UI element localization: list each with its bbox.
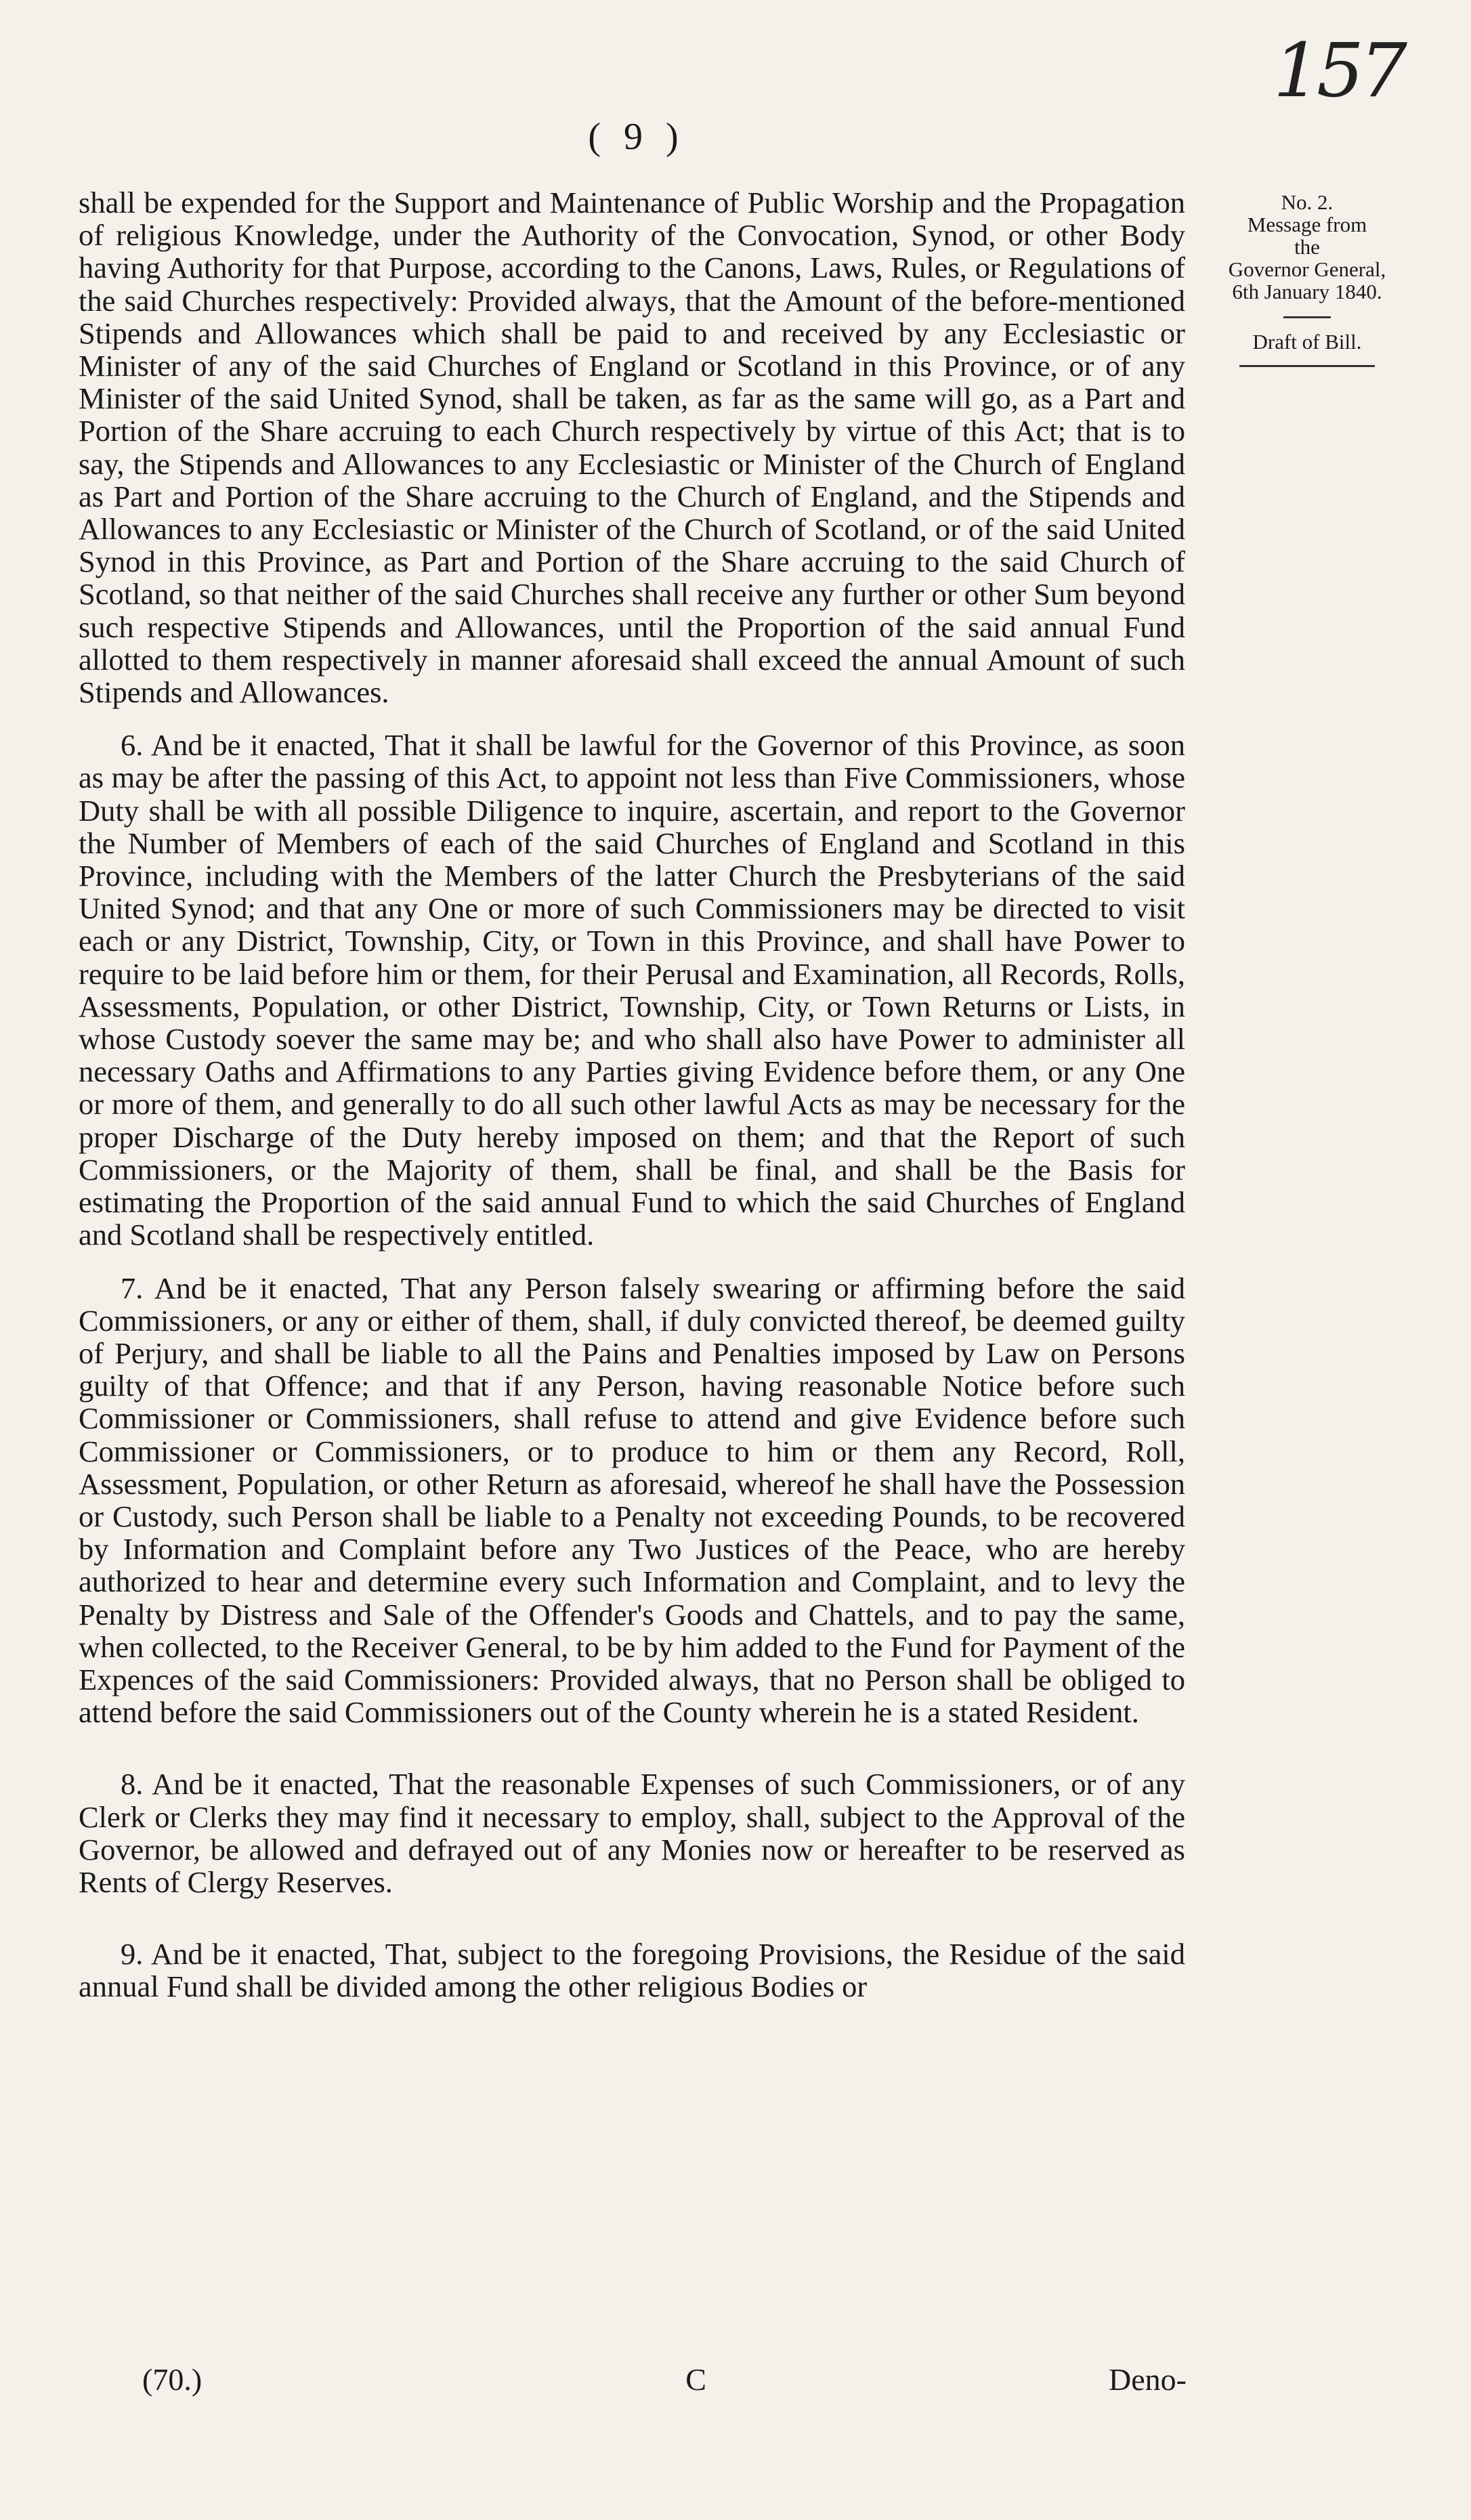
section-7: 7. And be it enacted, That any Person falsely swearing or affirming before the said Commissioners, or any or either of them, shall, if duly convicted thereof, be deemed guilty of Perjury, and shall be liable to all the Pains and Penalties imposed by Law on Persons guilty of that Offence; and that if any Person, having reasonable Notice before such Commissioner or Commissioners, shall refuse to attend and give Evidence before such Commissioner or Commissioners, or to produce to him or them any Record, Roll, Assessment, Population, or other Return as aforesaid, whereof he shall have the Possession or Custody, such Person shall be liable to a Penalty not exceeding Pounds, to be recovered by Information and Complaint before any Two Justices of the Peace, who are hereby authorized to hear and determine every such Information and Complaint, and to levy the Penalty by Distress and Sale of the Offender's Goods and Chattels, and to pay the same, when collected, to the Receiver General, to be by him added to the Fund for Payment of the Expences of the said Commissioners: Provided always, that no Person shall be obliged to attend before the said Commissioners out of the County wherein he is a stated Resident. [79, 1270, 1185, 1730]
handwritten-folio-number: 157 [1273, 27, 1403, 114]
footer-number: (70.) [142, 2362, 202, 2397]
page-number: ( 9 ) [588, 116, 685, 158]
margin-note-date: 6th January 1840. [1232, 280, 1382, 303]
section-8: 8. And be it enacted, That the reasonable Expenses of such Commissioners, or of any Clerk or Clerks they may find it necessary to employ, shall, subject to the Approval of the Governor, be allowed and defrayed out of any Monies now or hereafter to be reserved as Rents of Clergy Reserves. [79, 1767, 1185, 1899]
paragraph-continuation: shall be expended for the Support and Maintenance of Public Worship and the Propagation of religious Knowledge, under the Authority of the Convocation, Synod, or other Body having Authority for that Purpose, according to the Canons, Laws, Rules, or Regulations of the said Churches respectively: Provided always, that the Amount of the before-mentioned Stipends and Allowances which shall be paid to and received by any Ecclesiastic or Minister of any of the said Churches of England or Scotland in this Province, or of any Minister of the said United Synod, shall be taken, as far as the same will go, as a Part and Portion of the Share accruing to each Church respectively by virtue of this Act; that is to say, the Stipends and Allowances to any Ecclesiastic or Minister of the Church of England as Part and Portion of the Share accruing to the Church of England, and the Stipends and Allowances to any Ecclesiastic or Minister of the Church of Scotland, or of the said United Synod in this Province, as Part and Portion of the Share accruing to the said Church of Scotland, so that neither of the said Churches shall receive any further or other Sum beyond such respective Stipends and Allowances, until the Proportion of the said annual Fund allotted to them respectively in manner aforesaid shall exceed the annual Amount of such Stipends and Allowances. [79, 186, 1185, 710]
section-6: 6. And be it enacted, That it shall be lawful for the Governor of this Province, as soon as may be after the passing of this Act, to appoint not less than Five Commissioners, whose Duty shall be with all possible Diligence to inquire, ascertain, and report to the Governor the Number of Members of each of the said Churches of England and Scotland in this Province, including with the Members of the latter Church the Presbyterians of the said United Synod; and that any One or more of such Commissioners may be directed to visit each or any District, Township, City, or Town in this Province, and shall have Power to require to be laid before him or them, for their Perusal and Examination, all Records, Rolls, Assessments, Population, or other District, Township, City, or Town Returns or Lists, in whose Custody soever the same may be; and who shall also have Power to administer all necessary Oaths and Affirmations to any Parties giving Evidence before them, or any One or more of them, and generally to do all such other lawful Acts as may be necessary for the proper Discharge of the Duty hereby imposed on them; and that the Report of such Commissioners, or the Majority of them, shall be final, and shall be the Basis for estimating the Proportion of the said annual Fund to which the said Churches of England and Scotland shall be respectively entitled. [79, 728, 1185, 1252]
catchword: Deno- [1109, 2362, 1187, 2397]
margin-note-draft: Draft of Bill. [1252, 330, 1362, 354]
margin-note-governor: Governor General, [1228, 257, 1386, 281]
page-footer [142, 2362, 1187, 2397]
margin-note-number: No. 2. [1281, 190, 1334, 214]
signature-mark: C [685, 2362, 706, 2397]
section-9: 9. And be it enacted, That, subject to the foregoing Provisions, the Residue of the said annual Fund shall be divided among the other religious Bodies or [79, 1937, 1185, 2004]
body-text [79, 186, 1185, 2003]
margin-note-divider [1283, 316, 1331, 318]
margin-note [1216, 191, 1399, 367]
margin-note-message: Message from [1247, 213, 1367, 236]
margin-note-rule [1239, 365, 1375, 367]
margin-note-the: the [1294, 235, 1320, 259]
